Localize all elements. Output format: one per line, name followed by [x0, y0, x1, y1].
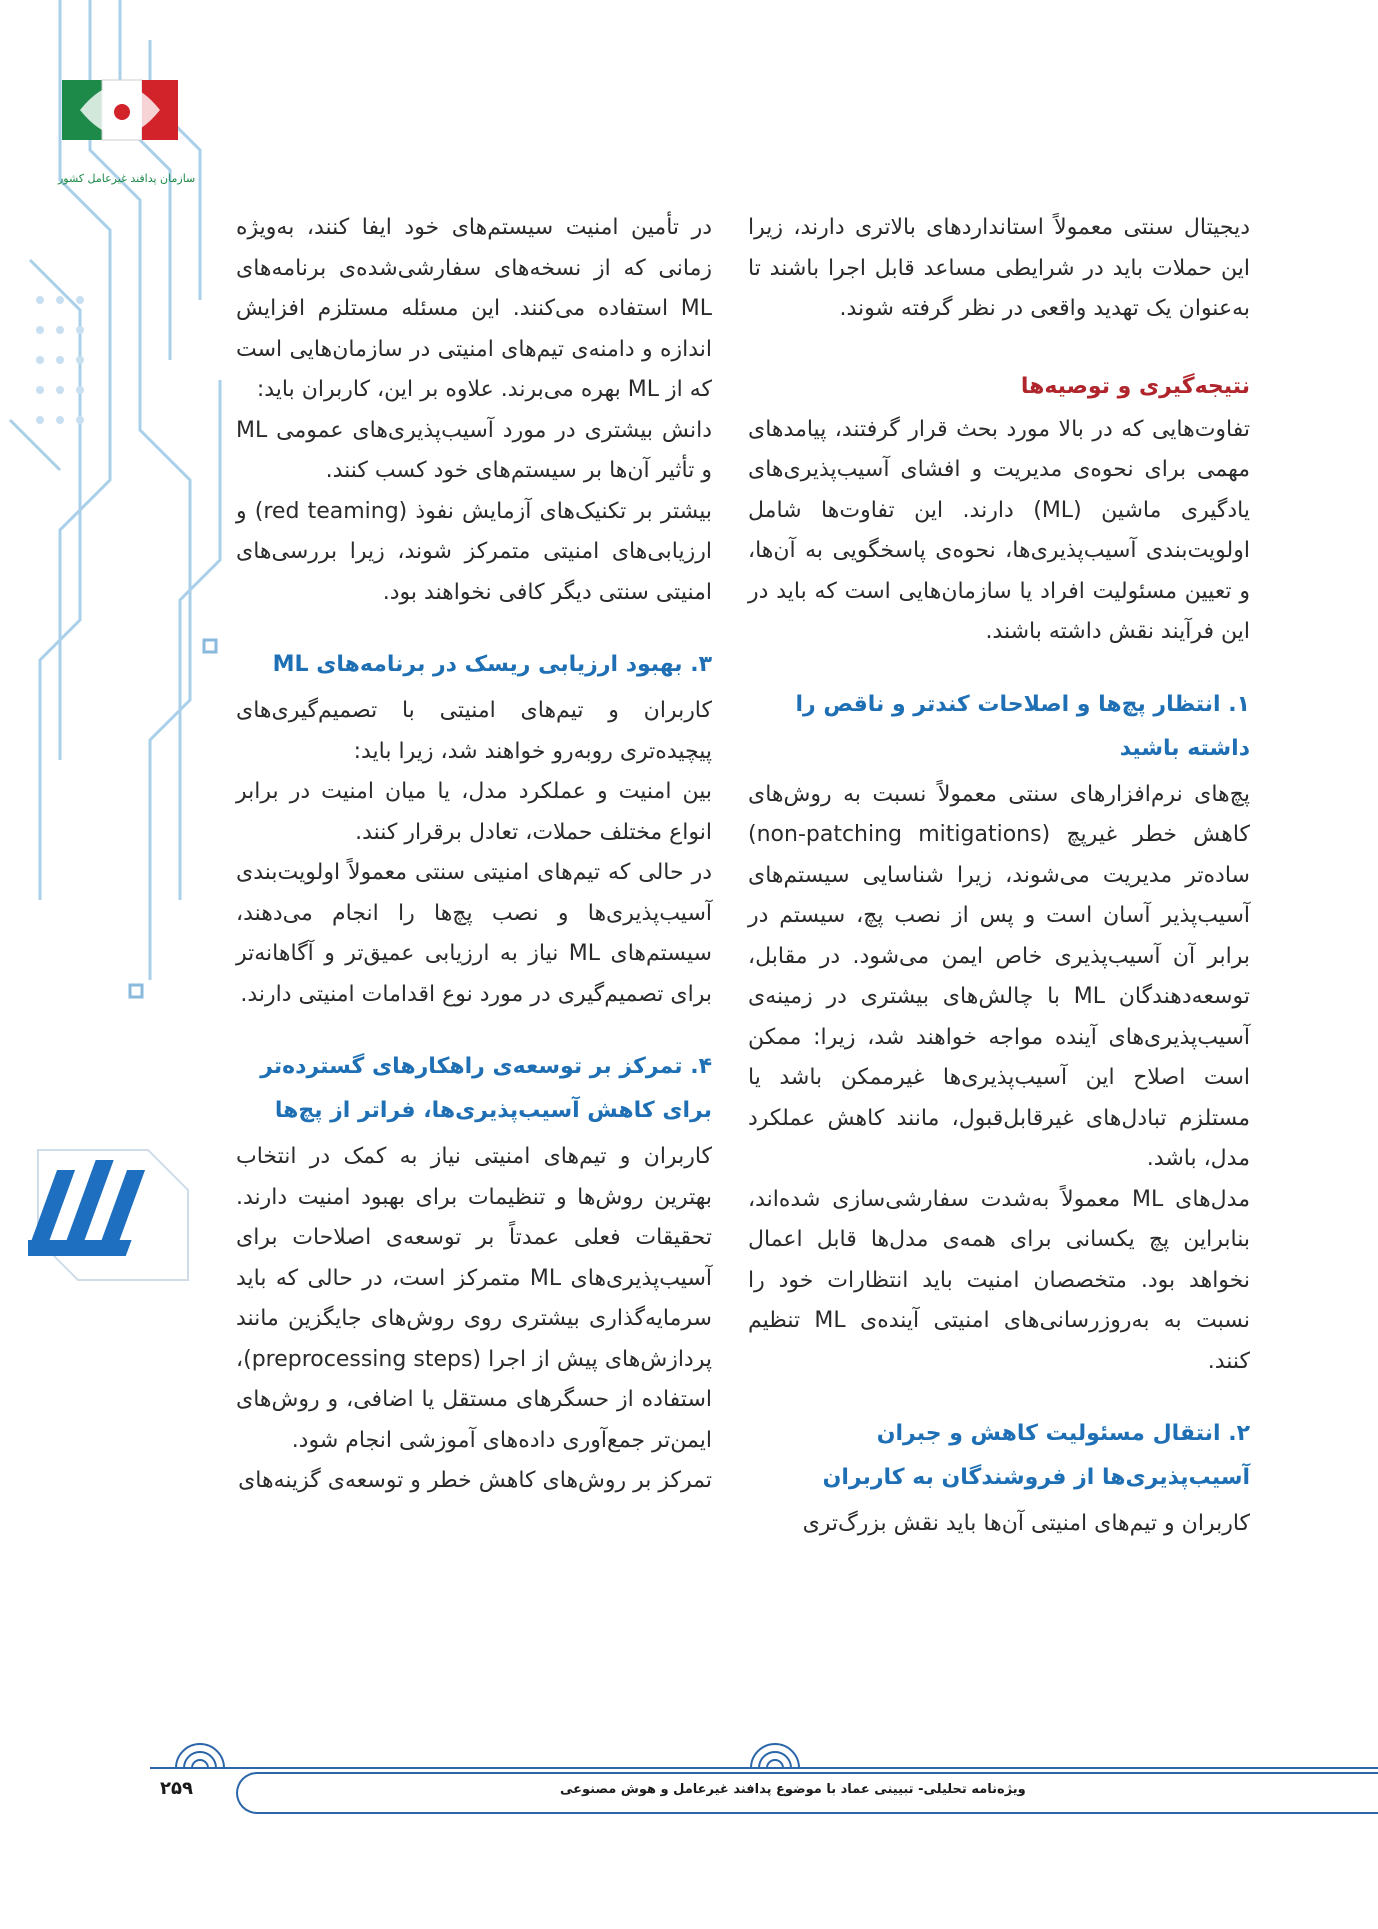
section2-heading: ۲. انتقال مسئولیت کاهش و جبران آسیب‌پذیری‌ها از فروشندگان به کاربران [822, 1421, 1250, 1490]
section4-paragraph-b: تمرکز بر روش‌های کاهش خطر و توسعه‌ی گزینه‌های [238, 1468, 712, 1493]
section3-paragraph-a: کاربران و تیم‌های امنیتی با تصمیم‌گیری‌های پیچیده‌تری روبه‌رو خواهند شد، زیرا باید: [236, 698, 712, 764]
conclusion-heading: نتیجه‌گیری و توصیه‌ها [1020, 373, 1250, 399]
footer-line [150, 1767, 1378, 1769]
organization-logo [60, 70, 180, 170]
left-intro-paragraph-c: بیشتر بر تکنیک‌های آزمایش نفوذ (red teaming) و ارزیابی‌های امنیتی متمرکز شوند، زیرا بررسی‌های امنیتی سنتی دیگر کافی نخواهند بود. [236, 498, 712, 605]
left-intro-paragraph-a: در تأمین امنیت سیستم‌های خود ایفا کنند، به‌ویژه زمانی که از نسخه‌های سفارشی‌شده‌ی برنامه‌های ML استفاده می‌کنند. این مسئله مستلزم افزایش اندازه و دامنه‌ی تیم‌های امنیتی در سازمان‌هایی است که از ML بهره می‌برند. علاوه بر این، کاربران باید: [236, 215, 712, 402]
footer-caption: ویژه‌نامه تحلیلی- تبیینی عماد با موضوع پدافند غیرعامل و هوش مصنوعی [560, 1782, 1026, 1797]
right-intro-paragraph: دیجیتال سنتی معمولاً استانداردهای بالاتری دارند، زیرا این حملات باید در شرایطی مساعد قابل اجرا باشند تا به‌عنوان یک تهدید واقعی در نظر گرفته شوند. [748, 215, 1250, 321]
left-intro-paragraph-b: دانش بیشتری در مورد آسیب‌پذیری‌های عمومی ML و تأثیر آن‌ها بر سیستم‌های خود کسب کنند. [236, 417, 712, 483]
conclusion-paragraph: تفاوت‌هایی که در بالا مورد بحث قرار گرفتند، پیامدهای مهمی برای نحوه‌ی مدیریت و افشای آسیب‌پذیری‌های یادگیری ماشین (ML) دارند. این تفاوت‌ها شامل اولویت‌بندی آسیب‌پذیری‌ها، نحوه‌ی پاسخگویی به آن‌ها، و تعیین مسئولیت افراد یا سازمان‌هایی است که باید در این فرآیند نقش داشته باشند. [748, 416, 1250, 644]
section4-heading: ۴. تمرکز بر توسعه‌ی راهکارهای گسترده‌تر برای کاهش آسیب‌پذیری‌ها، فراتر از پچ‌ها [260, 1054, 712, 1123]
left-column [236, 208, 712, 1502]
section3-heading: ۳. بهبود ارزیابی ریسک در برنامه‌های ML [272, 652, 712, 677]
section1-paragraph-b: مدل‌های ML معمولاً به‌شدت سفارشی‌سازی شده‌اند، بنابراین پچ یکسانی برای همه‌ی مدل‌ها قابل اعمال نخواهد بود. متخصصان امنیت باید انتظارات خود را نسبت به به‌روزرسانی‌های امنیتی آینده‌ی ML تنظیم کنند. [748, 1186, 1250, 1374]
section1-heading: ۱. انتظار پچ‌ها و اصلاحات کندتر و ناقص را داشته باشید [795, 691, 1250, 761]
page-number: ۲۵۹ [160, 1778, 193, 1799]
emad-logo [28, 1140, 198, 1290]
section3-paragraph-c: در حالی که تیم‌های امنیتی سنتی معمولاً اولویت‌بندی آسیب‌پذیری‌ها و نصب پچ‌ها را انجام می‌دهند، سیستم‌های ML نیاز به ارزیابی عمیق‌تر و آگاهانه‌تر برای تصمیم‌گیری در مورد نوع اقدامات امنیتی دارند. [236, 860, 712, 1007]
section4-paragraph: کاربران و تیم‌های امنیتی نیاز به کمک در انتخاب بهترین روش‌ها و تنظیمات برای بهبود امنیت دارند. تحقیقات فعلی عمدتاً بر توسعه‌ی اصلاحات برای آسیب‌پذیری‌های ML متمرکز است، در حالی که باید سرمایه‌گذاری بیشتری روی روش‌های جایگزین مانند پردازش‌های پیش از اجرا (preprocessing steps)، استفاده از حسگرهای مستقل یا اضافی، و روش‌های ایمن‌تر جمع‌آوری داده‌های آموزشی انجام شود. [236, 1144, 712, 1453]
organization-logo-caption: سازمان پدافند غیرعامل کشور [58, 172, 196, 185]
section3-paragraph-b: بین امنیت و عملکرد مدل، یا میان امنیت در برابر انواع مختلف حملات، تعادل برقرار کنند. [236, 779, 712, 845]
section1-paragraph-a: پچ‌های نرم‌افزارهای سنتی معمولاً نسبت به روش‌های کاهش خطر غیرپچ (non-patching mitigations) ساده‌تر مدیریت می‌شوند، زیرا شناسایی سیستم‌های آسیب‌پذیر آسان است و پس از نصب پچ، سیستم در برابر آن آسیب‌پذیری خاص ایمن می‌شود. در مقابل، توسعه‌دهندگان ML با چالش‌های بیشتری در زمینه‌ی آسیب‌پذیری‌های آینده مواجه خواهند شد، زیرا: ممکن است اصلاح این آسیب‌پذیری‌ها غیرممکن باشد یا مستلزم تبادل‌های غیرقابل‌قبول، مانند کاهش عملکرد مدل، باشد. [748, 781, 1250, 1171]
right-column [748, 208, 1250, 1545]
section2-paragraph: کاربران و تیم‌های امنیتی آن‌ها باید نقش بزرگ‌تری [802, 1511, 1250, 1536]
